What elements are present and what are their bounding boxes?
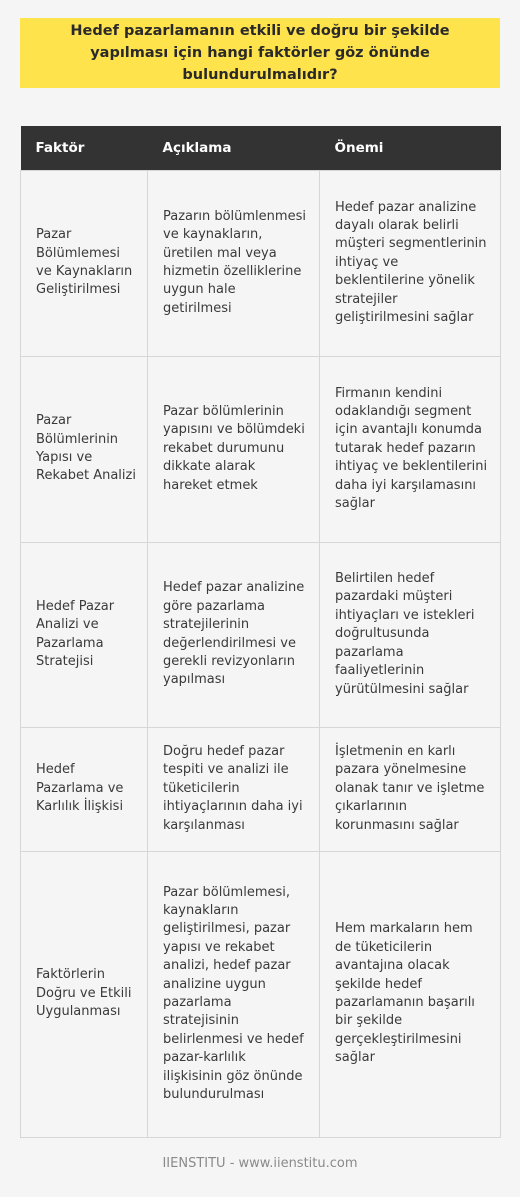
factor-table: [20, 126, 501, 1138]
table-row: [21, 170, 501, 356]
factor-cell: Pazar Bölümlemesi ve Kaynakların Geliştirilmesi: [21, 170, 148, 356]
description-cell: Hedef pazar analizine göre pazarlama stratejilerinin değerlendirilmesi ve gerekli revizyonların yapılması: [148, 542, 320, 727]
importance-cell: Hedef pazar analizine dayalı olarak belirli müşteri segmentlerinin ihtiyaç ve beklentilerine yönelik stratejiler geliştirilmesini sağlar: [320, 170, 501, 356]
importance-cell: İşletmenin en karlı pazara yönelmesine olanak tanır ve işletme çıkarlarının korunmasını sağlar: [320, 727, 501, 851]
table-header-row: [21, 126, 501, 170]
description-cell: Doğru hedef pazar tespiti ve analizi ile tüketicilerin ihtiyaçlarının daha iyi karşılanması: [148, 727, 320, 851]
table-row: [21, 542, 501, 727]
importance-cell: Hem markaların hem de tüketicilerin avantajına olacak şekilde hedef pazarlamanın başarılı bir şekilde gerçekleştirilmesini sağlar: [320, 851, 501, 1137]
title-banner: [20, 18, 500, 88]
table-row: [21, 851, 501, 1137]
table-row: [21, 356, 501, 542]
description-cell: Pazar bölümlerinin yapısını ve bölümdeki rekabet durumunu dikkate alarak hareket etmek: [148, 356, 320, 542]
factor-cell: Hedef Pazar Analizi ve Pazarlama Stratejisi: [21, 542, 148, 727]
header-factor: Faktör: [21, 126, 148, 170]
factor-cell: Faktörlerin Doğru ve Etkili Uygulanması: [21, 851, 148, 1137]
header-description: Açıklama: [148, 126, 320, 170]
factor-table-container: [20, 126, 500, 1138]
footer-credit: IIENSTITU - www.iienstitu.com: [162, 1156, 358, 1171]
description-cell: Pazarın bölümlenmesi ve kaynakların, üretilen mal veya hizmetin özelliklerine uygun hale getirilmesi: [148, 170, 320, 356]
table-row: [21, 727, 501, 851]
header-importance: Önemi: [320, 126, 501, 170]
factor-cell: Hedef Pazarlama ve Karlılık İlişkisi: [21, 727, 148, 851]
page-title: Hedef pazarlamanın etkili ve doğru bir şekilde yapılması için hangi faktörler göz önünde bulundurulmalıdır?: [70, 23, 450, 83]
importance-cell: Firmanın kendini odaklandığı segment için avantajlı konumda tutarak hedef pazarın ihtiyaç ve beklentilerini daha iyi karşılamasını sağlar: [320, 356, 501, 542]
factor-cell: Pazar Bölümlerinin Yapısı ve Rekabet Analizi: [21, 356, 148, 542]
importance-cell: Belirtilen hedef pazardaki müşteri ihtiyaçları ve istekleri doğrultusunda pazarlama faaliyetlerinin yürütülmesini sağlar: [320, 542, 501, 727]
description-cell: Pazar bölümlemesi, kaynakların geliştirilmesi, pazar yapısı ve rekabet analizi, hedef pazar analizine uygun pazarlama stratejisinin belirlenmesi ve hedef pazar-karlılık ilişkisinin göz önünde bulundurulması: [148, 851, 320, 1137]
